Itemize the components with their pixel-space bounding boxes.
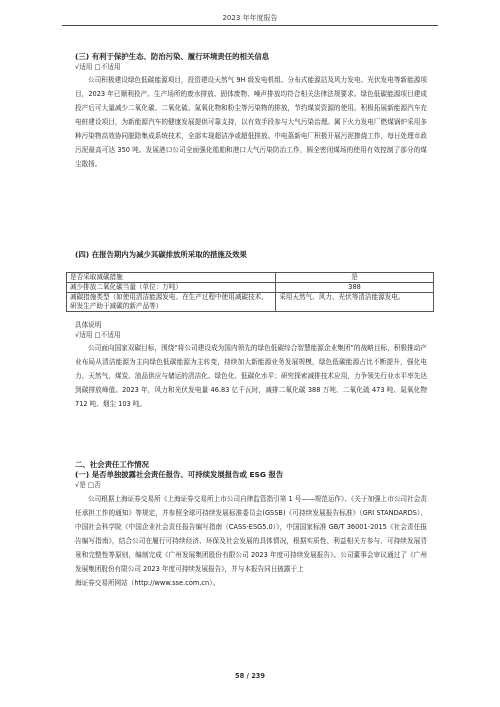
section-four-heading: (四) 在报告期内为减少其碳排放所采取的措施及效果 [75, 250, 247, 259]
section-three-applicable: √适用 □不适用 [75, 63, 121, 71]
section-three [75, 52, 427, 171]
detail-label: 具体说明 [75, 321, 102, 329]
header-title: 2023 年年度报告 [222, 14, 278, 22]
part-two-heading: 二、社会责任工作情况 [75, 460, 149, 469]
table-row [67, 283, 434, 293]
part-two [75, 460, 427, 590]
page-number: 58 / 239 [235, 672, 265, 680]
section-four-detail [75, 320, 427, 411]
part-two-paragraph-tail: 海证券交易所网站（http://www.sse.com.cn）。 [75, 579, 220, 587]
carbon-measures-table [66, 272, 434, 312]
table-cell: 减碳措施类型（如使用清洁能源发电、在生产过程中使用减碳技术、研发生产助于减碳的新产品等） [67, 293, 276, 312]
table-cell: 是否采取减碳措施 [67, 273, 276, 283]
section-four-applicable: √适用 □不适用 [75, 331, 121, 339]
section-three-paragraph: 公司积极建设绿色低碳能源项目，投资建设天然气 9H 级发电机组、分布式能源站及风力发电、光伏发电等新能源项目，2023 年已顺利投产。生产场所的废水排放、固体废物、噪声排放均符合相关法律法规要求。绿色低碳能源项目建成投产后可大量减少二氧化碳、二氧化硫、氮氧化物和粉尘等污染物的排放，节约煤炭资源的使用。积极拓展新能源汽车充电桩建设项目，为新能源汽车的健康发展提供可靠支持，以有效手段参与大气污染治理。属下火力发电厂燃煤锅炉采用多种污染物高效协同脱除集成系统技术，全部实现超洁净或超低排放。中电荔新电厂积极开展污泥掺烧工作，每日处理市政污泥最高可达 350 吨。发展港口公司全面强化船舶和港口大气污染防治工作，圆全密闭煤场的使用有效控制了部分的煤尘散扬。 [75, 76, 427, 168]
table-cell: 388 [276, 283, 434, 293]
section-three-heading: (三) 有利于保护生态、防治污染、履行环境责任的相关信息 [75, 52, 270, 61]
section-four-heading-wrap [75, 250, 427, 260]
part-two-paragraph: 公司根据上海证券交易所《上海证券交易所上市公司自律监管指引第 1 号——规范运作》、《关于加强上市公司社会责任承担工作的通知》等规定，并参照全球可持续发展标准委员会(GSSB)《可持续发展报告标准》（GRI STANDARDS）、中国社会科学院《中国企业社会责任报告编写指南（CASS-ESG5.0）》，中国国家标准 GB/T 36001-2015《社会责任报告编写指南》，结合公司在履行可持续经济、环保及社会发展的具体情况，根据实质性、利益相关方参与、可持续发展背景和完整性等原则，编制完成《广州发展集团股份有限公司 2023 年度可持续发展报告》。公司董事会审议通过了《广州发展集团股份有限公司 2023 年度可持续发展报告》，并与本报告同日披露于上 [75, 495, 427, 573]
table-cell: 是 [276, 273, 434, 283]
section-four-paragraph: 公司面向国家双碳目标，围绕“将公司建设成为国内领先的绿色低碳综合智慧能源企业集团”的战略目标，积极推动产业布局从清洁能源为主向绿色低碳能源为主转变，持续加大新能源业务发展规模，绿色低碳能源占比不断提升，强化电力、天然气、煤炭、油品供应与储运的清洁化、绿色化、低碳化水平；研究探索减排技术应用，力争领先行业水平率先达到碳排放峰值。2023 年，风力和光伏发电量 46.83 亿千瓦时，减排二氧化碳 388 万吨、二氧化硫 473 吨、氮氧化物 712 吨、烟尘 103 吨。 [75, 344, 427, 408]
table-row [67, 273, 434, 283]
table-row [67, 293, 434, 312]
header-divider [62, 25, 438, 26]
table-cell: 采用天然气、风力、光伏等清洁能源发电。 [276, 293, 434, 312]
table-cell: 减少排放二氧化碳当量（单位：万吨） [67, 283, 276, 293]
part-two-applicable: √是 □否 [75, 481, 101, 489]
part-two-sub-heading: (一) 是否单独披露社会责任报告、可持续发展报告或 ESG 报告 [75, 470, 284, 479]
